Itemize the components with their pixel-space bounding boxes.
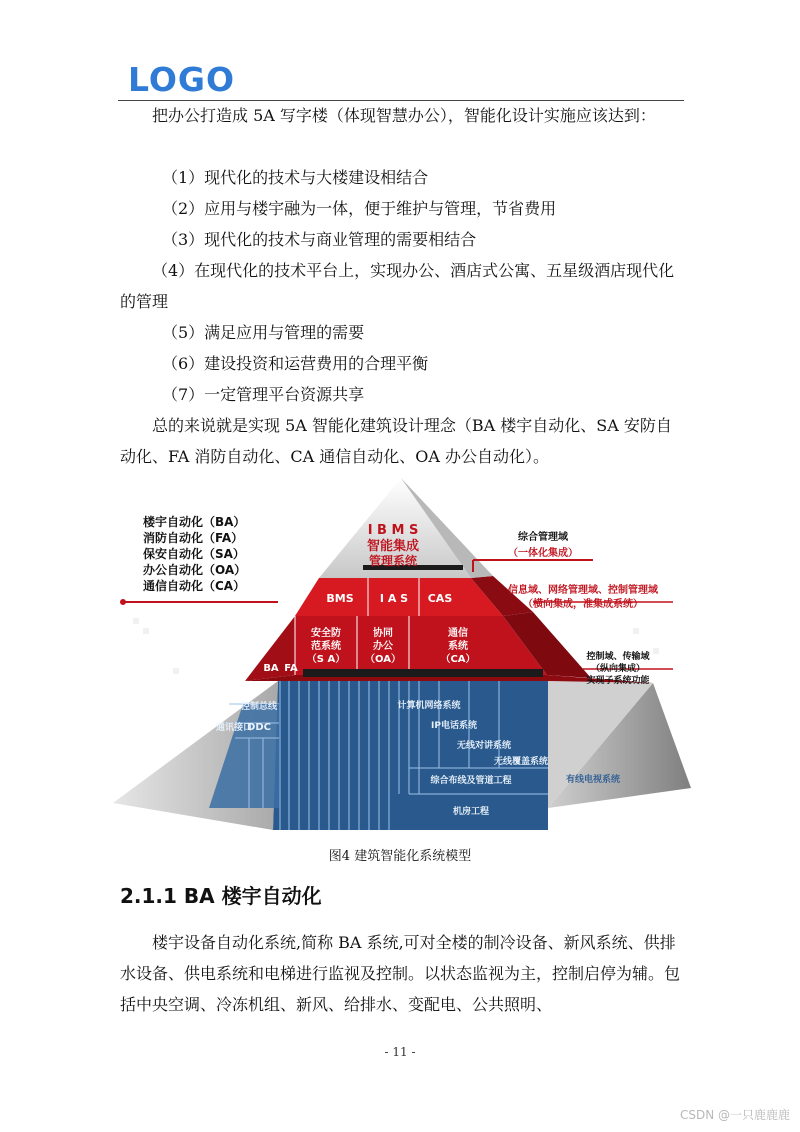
note-mid-line2: （横向集成，准集成系统） [523, 599, 643, 610]
oa-block-line: 协同 [373, 628, 393, 639]
requirement-item: （6）建设投资和运营费用的合理平衡 [162, 354, 429, 373]
pyramid-diagram [113, 478, 691, 838]
legend-item: 消防自动化（FA） [143, 531, 244, 545]
note-top-sub: （一体化集成） [508, 548, 578, 559]
legend-item: 保安自动化（SA） [143, 547, 245, 561]
base-column-label: IP电话系统 [431, 721, 477, 731]
base-column-label: 计算机网络系统 [397, 701, 461, 711]
legend-item: 办公自动化（OA） [143, 563, 247, 577]
cas-label: CAS [427, 592, 453, 605]
bms-label: BMS [326, 592, 354, 605]
machine-room-label: 机房工程 [452, 807, 490, 817]
note-low-line2: （纵向集成） [590, 664, 646, 674]
intro-paragraph: 把办公打造成 5A 写字楼（体现智慧办公），智能化设计实施应该达到： [152, 106, 656, 125]
fa-label: FA [284, 663, 298, 674]
ca-block-line: 通信 [448, 628, 468, 639]
ibms-label: I B M S [367, 523, 419, 538]
note-mid-line1: 信息域、网络管理域、控制管理域 [508, 585, 658, 596]
ibms-name-line2: 管理系统 [368, 554, 418, 568]
requirement-item: （7）一定管理平台资源共享 [162, 385, 365, 404]
cable-tv-label: 有线电视系统 [565, 775, 621, 785]
ca-block-line: （CA） [440, 654, 476, 665]
sa-block-line: 安全防 [311, 628, 341, 639]
requirement-item: （3）现代化的技术与商业管理的需要相结合 [162, 230, 477, 249]
requirement-item: （1）现代化的技术与大楼建设相结合 [162, 168, 429, 187]
cabling-label: 综合布线及管道工程 [430, 776, 512, 786]
base-column-label: 无线对讲系统 [456, 741, 512, 751]
note-top-title: 综合管理域 [518, 532, 568, 543]
logo: LOGO [128, 60, 236, 99]
summary-paragraph: 总的来说就是实现 5A 智能化建筑设计理念（BA 楼宇自动化、SA 安防自动化、FA 消防自动化、CA 通信自动化、OA 办公自动化）。 [120, 416, 672, 466]
requirement-item: （2）应用与楼宇融为一体，便于维护与管理，节省费用 [162, 199, 557, 218]
ddc-label: DDC [247, 722, 271, 733]
sa-block-line: （S A） [306, 654, 346, 665]
section-paragraph: 楼宇设备自动化系统,简称 BA 系统,可对全楼的制冷设备、新风系统、供排水设备、供电系统和电梯进行监视及控制。以状态监视为主，控制启停为辅。包括中央空调、冷冻机组、新风、给排水、变配电、公共照明、 [120, 933, 681, 1014]
figure-caption: 图4 建筑智能化系统模型 [328, 849, 472, 864]
sa-block-line: 范系统 [311, 641, 341, 652]
base-column-label: 无线覆盖系统 [493, 757, 549, 767]
page-number: - 11 - [384, 1045, 416, 1059]
oa-block-line: 办公 [373, 641, 393, 652]
oa-block-line: （OA） [365, 654, 401, 665]
legend-item: 楼宇自动化（BA） [143, 515, 246, 529]
watermark: CSDN @一只鹿鹿鹿 [679, 1108, 790, 1122]
note-low-line3: 实现子系统功能 [586, 676, 650, 686]
ca-block-line: 系统 [448, 641, 468, 652]
ias-label: I A S [379, 592, 409, 605]
note-low-line1: 控制域、传输域 [586, 652, 650, 662]
comm-port-label: 通讯接口 [215, 723, 253, 733]
requirement-item: （4）在现代化的技术平台上，实现办公、酒店式公寓、五星级酒店现代化的管理 [120, 261, 675, 311]
section-heading: 2.1.1 BA 楼宇自动化 [120, 884, 322, 908]
ba-label: BA [263, 663, 279, 674]
ibms-name-line1: 智能集成 [366, 539, 420, 554]
legend-item: 通信自动化（CA） [143, 579, 246, 593]
control-bus-label: 控制总线 [240, 702, 278, 712]
requirement-item: （5）满足应用与管理的需要 [162, 323, 365, 342]
